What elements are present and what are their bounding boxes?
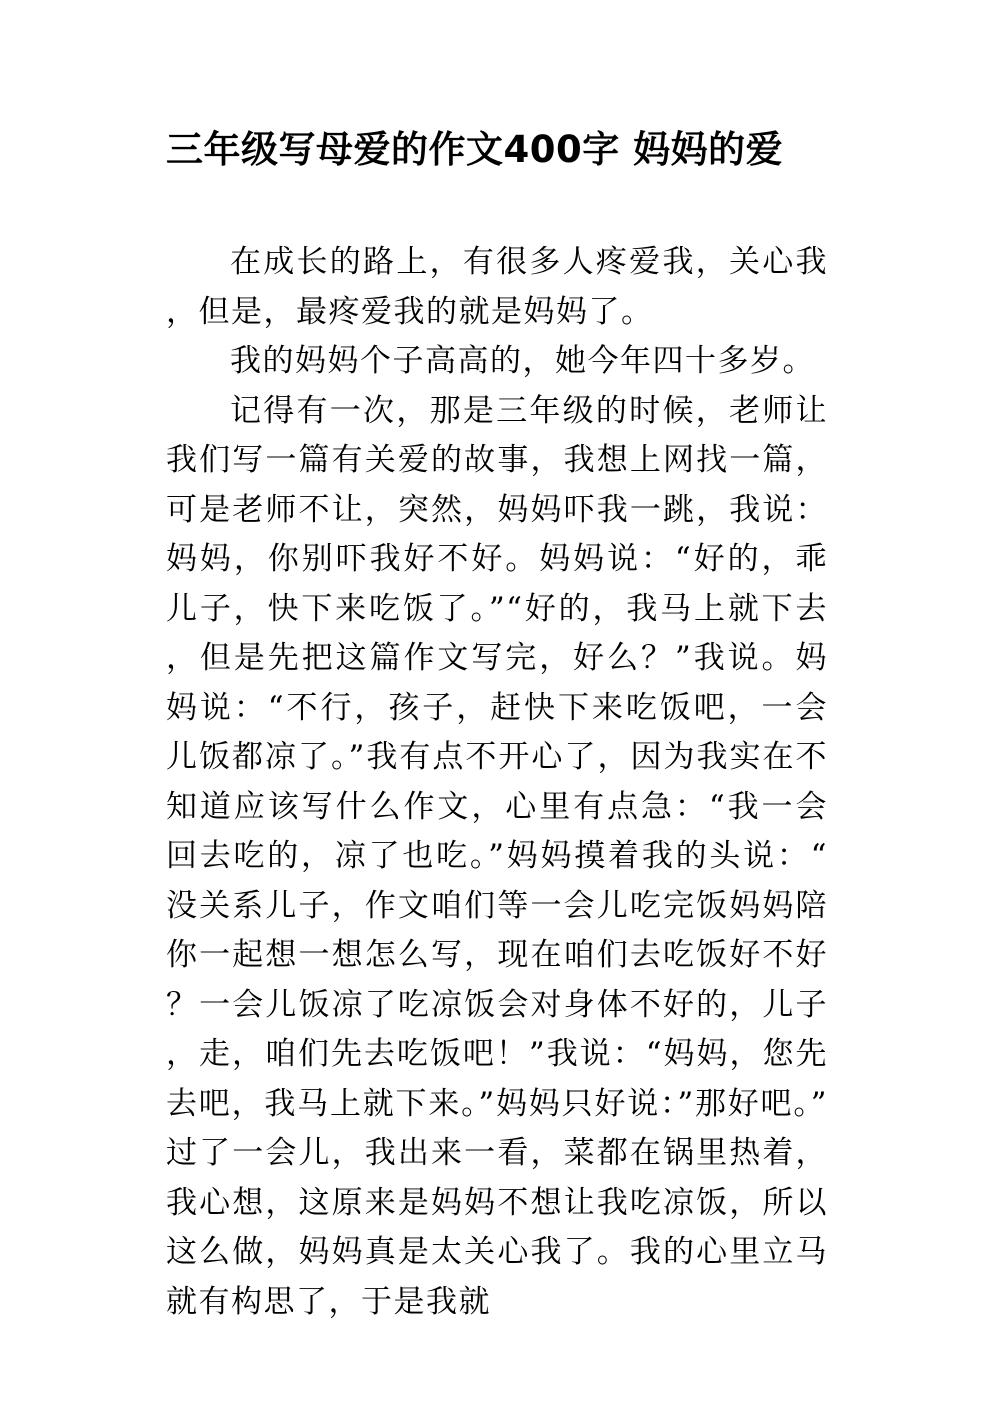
document-body [166,238,828,1327]
paragraph-story: 记得有一次，那是三年级的时候，老师让我们写一篇有关爱的故事，我想上网找一篇，可是老师不让，突然，妈妈吓我一跳，我说：妈妈，你别吓我好不好。妈妈说：“好的，乖儿子，快下来吃饭了。”“好的，我马上就下去，但是先把这篇作文写完，好么？”我说。妈妈说：“不行，孩子，赶快下来吃饭吧，一会儿饭都凉了。”我有点不开心了，因为我实在不知道应该写什么作文，心里有点急：“我一会回去吃的，凉了也吃。”妈妈摸着我的头说：“没关系儿子，作文咱们等一会儿吃完饭妈妈陪你一起想一想怎么写，现在咱们去吃饭好不好？一会儿饭凉了吃凉饭会对身体不好的，儿子，走，咱们先去吃饭吧！”我说：“妈妈，您先去吧，我马上就下来。”妈妈只好说：”那好吧。”过了一会儿，我出来一看，菜都在锅里热着，我心想，这原来是妈妈不想让我吃凉饭，所以这么做，妈妈真是太关心我了。我的心里立马就有构思了，于是我就 [166,392,828,1320]
paragraph-intro: 在成长的路上，有很多人疼爱我，关心我，但是，最疼爱我的就是妈妈了。 [166,244,828,330]
paragraph-mother-description: 我的妈妈个子高高的，她今年四十多岁。 [230,343,815,379]
document-title: 三年级写母爱的作文400字 妈妈的爱 [166,128,784,171]
